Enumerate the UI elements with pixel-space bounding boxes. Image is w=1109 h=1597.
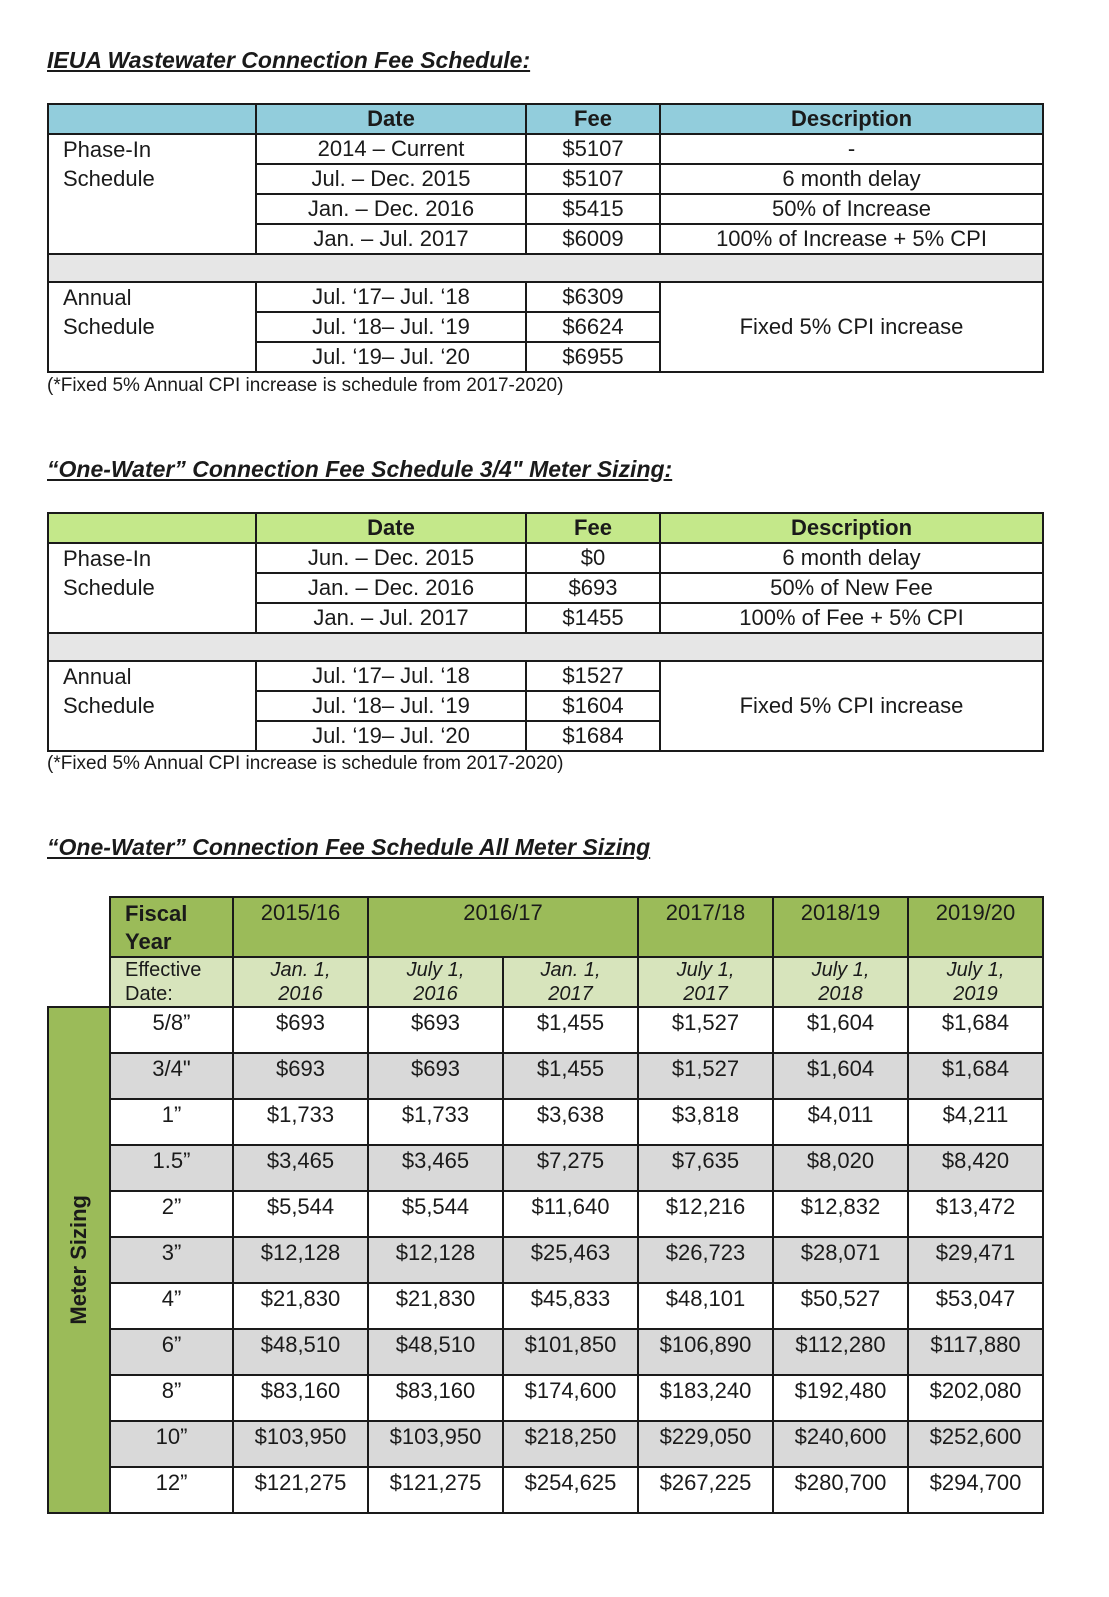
header-blank (48, 513, 256, 543)
fee-cell: $117,880 (908, 1329, 1043, 1375)
date-cell: Jun. – Dec. 2015 (256, 543, 526, 573)
description-cell: 6 month delay (660, 543, 1043, 573)
fee-cell: $48,510 (233, 1329, 368, 1375)
effective-date-cell: July 1, 2017 (638, 957, 773, 1007)
effective-date-cell: Jan. 1, 2016 (233, 957, 368, 1007)
fee-cell: $693 (233, 1053, 368, 1099)
table-row (48, 1329, 1043, 1375)
annual-label: Annual Schedule (48, 661, 256, 751)
effective-date-cell: July 1, 2018 (773, 957, 908, 1007)
fee-cell: $121,275 (368, 1467, 503, 1513)
effective-date-cell: Jan. 1, 2017 (503, 957, 638, 1007)
fee-cell: $45,833 (503, 1283, 638, 1329)
wastewater-fee-table (47, 103, 1044, 373)
fee-cell: $8,020 (773, 1145, 908, 1191)
fee-cell: $6624 (526, 312, 660, 342)
table-row (48, 134, 1043, 164)
fee-cell: $121,275 (233, 1467, 368, 1513)
fee-cell: $1,733 (233, 1099, 368, 1145)
onewater-34-title: “One-Water” Connection Fee Schedule 3/4" Meter Sizing: (47, 456, 673, 482)
header-date: Date (256, 513, 526, 543)
table-row (48, 1053, 1043, 1099)
fee-cell: $1455 (526, 603, 660, 633)
fee-cell: $1,604 (773, 1053, 908, 1099)
table-row (48, 661, 1043, 691)
fee-cell: $252,600 (908, 1421, 1043, 1467)
blank-cell (48, 897, 110, 957)
onewater-34-fee-table (47, 512, 1044, 752)
header-date: Date (256, 104, 526, 134)
fiscal-year-cell: 2017/18 (638, 897, 773, 957)
fiscal-year-row (48, 897, 1043, 957)
table-header-row (48, 513, 1043, 543)
fee-cell: $693 (526, 573, 660, 603)
fee-cell: $183,240 (638, 1375, 773, 1421)
fee-cell: $294,700 (908, 1467, 1043, 1513)
description-cell: 50% of New Fee (660, 573, 1043, 603)
fee-cell: $693 (233, 1007, 368, 1053)
table-row (48, 1191, 1043, 1237)
fee-cell: $21,830 (233, 1283, 368, 1329)
table-row (48, 1283, 1043, 1329)
fee-cell: $1604 (526, 691, 660, 721)
meter-size-cell: 3/4" (110, 1053, 233, 1099)
fee-cell: $12,832 (773, 1191, 908, 1237)
fee-cell: $101,850 (503, 1329, 638, 1375)
fee-cell: $103,950 (233, 1421, 368, 1467)
fee-cell: $1,455 (503, 1007, 638, 1053)
spacer-row (48, 633, 1043, 661)
table-row (48, 1421, 1043, 1467)
description-cell: - (660, 134, 1043, 164)
fee-cell: $1,604 (773, 1007, 908, 1053)
meter-sizing-side-label: Meter Sizing (48, 1007, 110, 1513)
date-cell: Jan. – Jul. 2017 (256, 603, 526, 633)
date-cell: Jan. – Jul. 2017 (256, 224, 526, 254)
fee-cell: $106,890 (638, 1329, 773, 1375)
fee-cell: $83,160 (368, 1375, 503, 1421)
fee-cell: $174,600 (503, 1375, 638, 1421)
fee-cell: $83,160 (233, 1375, 368, 1421)
fee-cell: $693 (368, 1007, 503, 1053)
fee-cell: $112,280 (773, 1329, 908, 1375)
meter-size-cell: 8” (110, 1375, 233, 1421)
fee-cell: $0 (526, 543, 660, 573)
blank-cell (48, 957, 110, 1007)
fee-cell: $192,480 (773, 1375, 908, 1421)
effective-date-row (48, 957, 1043, 1007)
fee-cell: $218,250 (503, 1421, 638, 1467)
fee-cell: $4,011 (773, 1099, 908, 1145)
description-cell: 6 month delay (660, 164, 1043, 194)
meter-size-cell: 12” (110, 1467, 233, 1513)
date-cell: Jul. – Dec. 2015 (256, 164, 526, 194)
fee-cell: $5415 (526, 194, 660, 224)
fee-cell: $48,510 (368, 1329, 503, 1375)
meter-size-cell: 2” (110, 1191, 233, 1237)
date-cell: 2014 – Current (256, 134, 526, 164)
spacer-row (48, 254, 1043, 282)
fee-cell: $103,950 (368, 1421, 503, 1467)
fee-cell: $1,684 (908, 1007, 1043, 1053)
fee-cell: $1,733 (368, 1099, 503, 1145)
fee-cell: $5107 (526, 134, 660, 164)
fee-cell: $29,471 (908, 1237, 1043, 1283)
fee-cell: $229,050 (638, 1421, 773, 1467)
fiscal-year-cell: 2019/20 (908, 897, 1043, 957)
fee-cell: $240,600 (773, 1421, 908, 1467)
fee-cell: $12,216 (638, 1191, 773, 1237)
fee-cell: $254,625 (503, 1467, 638, 1513)
table-row (48, 1467, 1043, 1513)
annual-description: Fixed 5% CPI increase (660, 282, 1043, 372)
table-row (48, 1007, 1043, 1053)
description-cell: 50% of Increase (660, 194, 1043, 224)
fee-cell: $13,472 (908, 1191, 1043, 1237)
fee-cell: $1,527 (638, 1007, 773, 1053)
fee-cell: $21,830 (368, 1283, 503, 1329)
fee-cell: $6955 (526, 342, 660, 372)
fee-cell: $26,723 (638, 1237, 773, 1283)
fee-cell: $5,544 (233, 1191, 368, 1237)
fiscal-year-cell: 2016/17 (368, 897, 638, 957)
table-row (48, 1099, 1043, 1145)
fee-cell: $1,527 (638, 1053, 773, 1099)
fee-cell: $11,640 (503, 1191, 638, 1237)
date-cell: Jan. – Dec. 2016 (256, 194, 526, 224)
header-description: Description (660, 104, 1043, 134)
phase-in-label: Phase-In Schedule (48, 543, 256, 633)
fee-cell: $53,047 (908, 1283, 1043, 1329)
fee-cell: $693 (368, 1053, 503, 1099)
date-cell: Jul. ‘17– Jul. ‘18 (256, 282, 526, 312)
fee-cell: $4,211 (908, 1099, 1043, 1145)
fiscal-year-cell: 2018/19 (773, 897, 908, 957)
fee-cell: $5107 (526, 164, 660, 194)
date-cell: Jul. ‘18– Jul. ‘19 (256, 691, 526, 721)
fee-cell: $7,275 (503, 1145, 638, 1191)
table-row (48, 1375, 1043, 1421)
fee-cell: $8,420 (908, 1145, 1043, 1191)
fee-cell: $50,527 (773, 1283, 908, 1329)
fee-cell: $6309 (526, 282, 660, 312)
meter-size-cell: 1.5” (110, 1145, 233, 1191)
fee-cell: $6009 (526, 224, 660, 254)
fee-cell: $280,700 (773, 1467, 908, 1513)
date-cell: Jul. ‘18– Jul. ‘19 (256, 312, 526, 342)
effective-date-cell: July 1, 2016 (368, 957, 503, 1007)
spacer-cell (48, 254, 1043, 282)
effective-date-cell: July 1, 2019 (908, 957, 1043, 1007)
annual-description: Fixed 5% CPI increase (660, 661, 1043, 751)
fee-cell: $25,463 (503, 1237, 638, 1283)
fiscal-year-cell: 2015/16 (233, 897, 368, 957)
meter-size-cell: 4” (110, 1283, 233, 1329)
fee-cell: $48,101 (638, 1283, 773, 1329)
fee-cell: $1527 (526, 661, 660, 691)
fee-cell: $202,080 (908, 1375, 1043, 1421)
meter-size-cell: 5/8” (110, 1007, 233, 1053)
header-description: Description (660, 513, 1043, 543)
fee-cell: $3,465 (233, 1145, 368, 1191)
header-fee: Fee (526, 104, 660, 134)
fee-cell: $5,544 (368, 1191, 503, 1237)
fee-cell: $1,684 (908, 1053, 1043, 1099)
fee-cell: $3,638 (503, 1099, 638, 1145)
date-cell: Jul. ‘19– Jul. ‘20 (256, 721, 526, 751)
meter-size-cell: 3” (110, 1237, 233, 1283)
description-cell: 100% of Fee + 5% CPI (660, 603, 1043, 633)
fee-cell: $28,071 (773, 1237, 908, 1283)
fee-cell: $3,465 (368, 1145, 503, 1191)
meter-sizing-title: “One-Water” Connection Fee Schedule All Meter Sizing (47, 834, 651, 860)
table-row (48, 1145, 1043, 1191)
fee-cell: $3,818 (638, 1099, 773, 1145)
fee-cell: $1684 (526, 721, 660, 751)
fee-cell: $267,225 (638, 1467, 773, 1513)
table-header-row (48, 104, 1043, 134)
phase-in-label: Phase-In Schedule (48, 134, 256, 254)
date-cell: Jul. ‘19– Jul. ‘20 (256, 342, 526, 372)
wastewater-title: IEUA Wastewater Connection Fee Schedule: (47, 47, 531, 73)
table-row (48, 543, 1043, 573)
meter-size-cell: 1” (110, 1099, 233, 1145)
spacer-cell (48, 633, 1043, 661)
header-blank (48, 104, 256, 134)
fee-cell: $12,128 (368, 1237, 503, 1283)
description-cell: 100% of Increase + 5% CPI (660, 224, 1043, 254)
header-fee: Fee (526, 513, 660, 543)
table-row (48, 1237, 1043, 1283)
fee-cell: $12,128 (233, 1237, 368, 1283)
meter-sizing-fee-table (47, 896, 1044, 1514)
fee-cell: $7,635 (638, 1145, 773, 1191)
annual-label: Annual Schedule (48, 282, 256, 372)
wastewater-footnote: (*Fixed 5% Annual CPI increase is schedule from 2017-2020) (47, 375, 564, 396)
date-cell: Jul. ‘17– Jul. ‘18 (256, 661, 526, 691)
onewater-34-footnote: (*Fixed 5% Annual CPI increase is schedule from 2017-2020) (47, 753, 564, 774)
meter-size-cell: 10” (110, 1421, 233, 1467)
effective-date-label: Effective Date: (110, 957, 233, 1007)
date-cell: Jan. – Dec. 2016 (256, 573, 526, 603)
meter-size-cell: 6” (110, 1329, 233, 1375)
fee-cell: $1,455 (503, 1053, 638, 1099)
table-row (48, 282, 1043, 312)
fiscal-year-label: Fiscal Year (110, 897, 233, 957)
